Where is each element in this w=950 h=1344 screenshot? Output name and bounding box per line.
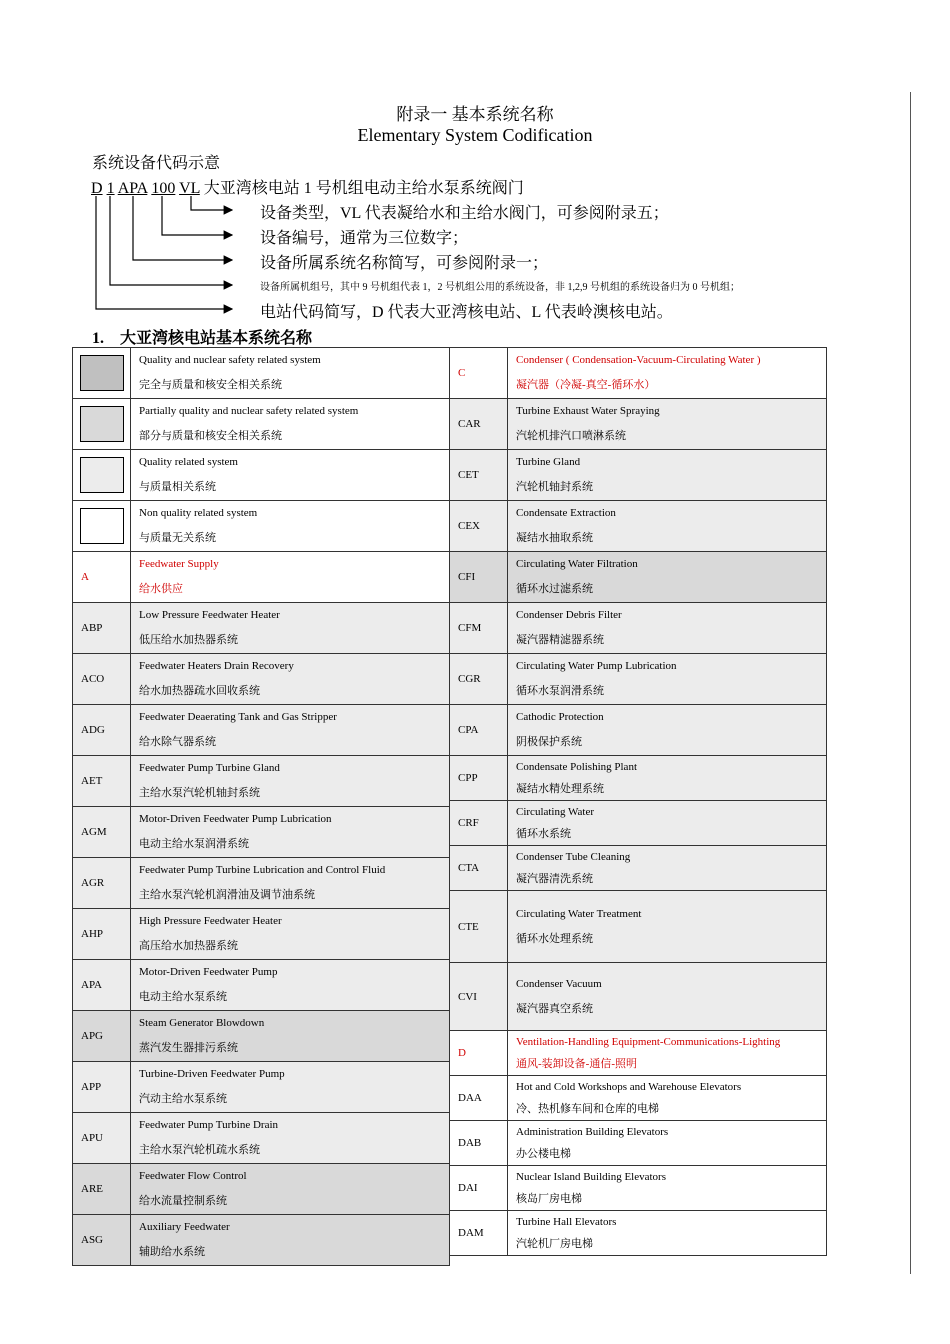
system-name-en: Condenser Vacuum	[516, 977, 602, 990]
system-name-cn: 核岛厂房电梯	[516, 1193, 582, 1205]
system-name-en: Feedwater Flow Control	[139, 1170, 247, 1182]
note-system-code: 设备所属系统名称简写，可参阅附录一；	[260, 255, 549, 272]
system-code: AGM	[73, 807, 131, 858]
system-name-cn: 阴极保护系统	[516, 736, 582, 748]
section-heading	[92, 325, 312, 348]
table-row	[73, 807, 450, 858]
system-name-cn: 给水加热器疏水回收系统	[139, 685, 260, 697]
system-name-cn: 循环水泵润滑系统	[516, 685, 604, 697]
table-row	[73, 705, 450, 756]
system-code: AHP	[73, 909, 131, 960]
table-row	[450, 1076, 827, 1121]
table-row	[450, 348, 827, 399]
system-code: DAI	[450, 1166, 508, 1211]
table-row	[73, 960, 450, 1011]
code-part-station: D	[91, 180, 103, 197]
system-name-cn: 汽轮机轴封系统	[516, 481, 593, 493]
system-code: DAA	[450, 1076, 508, 1121]
left-system-table	[72, 347, 450, 1266]
system-name-en: Condenser ( Condensation-Vacuum-Circulating Water )	[516, 354, 761, 366]
system-code: C	[450, 348, 508, 399]
legend-en: Quality and nuclear safety related system	[139, 354, 321, 366]
table-row	[450, 963, 827, 1031]
table-row	[73, 756, 450, 807]
system-name-cn: 主给水泵汽轮机疏水系统	[139, 1144, 260, 1156]
system-name-en: Auxiliary Feedwater	[139, 1221, 230, 1233]
system-code: CPP	[450, 756, 508, 801]
system-name-en: Condenser Debris Filter	[516, 609, 622, 621]
section-number: 1.	[92, 330, 104, 347]
system-name-en: Condenser Tube Cleaning	[516, 851, 631, 863]
system-name-cn: 高压给水加热器系统	[139, 940, 238, 952]
arrow-type	[191, 196, 232, 210]
legend-row	[73, 450, 450, 501]
system-code: CAR	[450, 399, 508, 450]
legend-row	[73, 348, 450, 399]
system-name-cn: 办公楼电梯	[516, 1148, 571, 1160]
table-row	[73, 1011, 450, 1062]
code-part-type: VL	[179, 180, 200, 197]
system-name-cn: 凝结水精处理系统	[516, 783, 604, 795]
table-row	[73, 1113, 450, 1164]
system-code: AET	[73, 756, 131, 807]
system-name-cn: 凝汽器（冷凝-真空-循环水）	[516, 379, 656, 391]
system-name-en: Ventilation-Handling Equipment-Communications-Lighting	[516, 1036, 781, 1048]
table-row	[73, 858, 450, 909]
system-code: CRF	[450, 801, 508, 846]
legend-swatch-partial	[80, 406, 124, 442]
system-code: A	[73, 552, 131, 603]
table-row	[450, 399, 827, 450]
table-row	[450, 891, 827, 963]
system-code: CET	[450, 450, 508, 501]
system-name-cn: 电动主给水泵润滑系统	[139, 838, 249, 850]
system-name-cn: 凝汽器真空系统	[516, 1002, 593, 1015]
table-row	[73, 909, 450, 960]
legend-swatch-full	[80, 355, 124, 391]
system-name-en: Turbine Hall Elevators	[516, 1216, 617, 1228]
section-title: 大亚湾核电站基本系统名称	[120, 330, 313, 347]
system-name-en: Steam Generator Blowdown	[139, 1017, 265, 1029]
system-code: DAM	[450, 1211, 508, 1256]
system-name-cn: 主给水泵汽轮机润滑油及调节油系统	[139, 889, 315, 901]
system-name-cn: 凝汽器清洗系统	[516, 873, 593, 885]
table-row	[450, 450, 827, 501]
arrow-station	[96, 196, 232, 309]
system-name-en: Circulating Water Filtration	[516, 558, 638, 570]
system-code: CFI	[450, 552, 508, 603]
system-name-en: Nuclear Island Building Elevators	[516, 1171, 666, 1183]
legend-en: Quality related system	[139, 456, 238, 468]
system-code: DAB	[450, 1121, 508, 1166]
legend-cn: 与质量相关系统	[139, 481, 216, 493]
system-name-en: Hot and Cold Workshops and Warehouse Elevators	[516, 1081, 742, 1093]
system-name-cn: 凝结水抽取系统	[516, 532, 593, 544]
table-row	[450, 603, 827, 654]
legend-cn: 部分与质量和核安全相关系统	[139, 430, 282, 442]
table-row	[450, 756, 827, 801]
system-name-en: Motor-Driven Feedwater Pump Lubrication	[139, 813, 332, 825]
page-title-en: Elementary System Codification	[357, 125, 593, 145]
table-row	[450, 846, 827, 891]
table-row	[450, 1211, 827, 1256]
system-name-cn: 凝汽器精滤器系统	[516, 634, 604, 646]
system-code: ABP	[73, 603, 131, 654]
table-row	[450, 801, 827, 846]
right-system-table	[449, 347, 827, 1256]
system-name-cn: 循环水处理系统	[516, 932, 593, 945]
system-name-cn: 冷、热机修车间和仓库的电梯	[516, 1103, 659, 1115]
table-row	[450, 1166, 827, 1211]
system-name-en: Feedwater Supply	[139, 558, 219, 570]
system-name-en: Feedwater Deaerating Tank and Gas Stripper	[139, 711, 337, 723]
table-row	[73, 1215, 450, 1266]
note-unit-number: 设备所属机组号，其中 9 号机组代表 1，2 号机组公用的系统设备，非 1,2,9 号机组的系统设备归为 0 号机组；	[260, 282, 740, 293]
table-row	[450, 1031, 827, 1076]
code-part-system: APA	[117, 180, 148, 197]
system-name-cn: 循环水系统	[516, 828, 571, 840]
system-name-en: Feedwater Pump Turbine Lubrication and Control Fluid	[139, 864, 386, 876]
system-code: APU	[73, 1113, 131, 1164]
system-code: ADG	[73, 705, 131, 756]
table-row	[73, 552, 450, 603]
note-equipment-number: 设备编号，通常为三位数字；	[260, 230, 469, 247]
table-row	[450, 552, 827, 603]
arrow-unit	[110, 196, 232, 285]
page-right-rule	[910, 92, 911, 1274]
system-name-en: Administration Building Elevators	[516, 1126, 669, 1138]
system-name-en: Turbine Gland	[516, 456, 581, 468]
system-name-en: Turbine Exhaust Water Spraying	[516, 405, 660, 417]
legend-swatch-quality	[80, 457, 124, 493]
system-name-en: Feedwater Heaters Drain Recovery	[139, 660, 294, 672]
table-row	[73, 1164, 450, 1215]
arrow-number	[162, 196, 232, 235]
system-name-en: Turbine-Driven Feedwater Pump	[139, 1068, 285, 1080]
system-name-en: Feedwater Pump Turbine Gland	[139, 762, 280, 774]
system-code: CFM	[450, 603, 508, 654]
system-name-en: High Pressure Feedwater Heater	[139, 915, 282, 927]
system-code: APA	[73, 960, 131, 1011]
table-row	[450, 501, 827, 552]
system-code: CPA	[450, 705, 508, 756]
system-code: CEX	[450, 501, 508, 552]
table-row	[73, 654, 450, 705]
system-name-en: Condensate Polishing Plant	[516, 761, 637, 773]
table-row	[73, 1062, 450, 1113]
system-name-cn: 汽动主给水泵系统	[139, 1093, 227, 1105]
system-name-en: Cathodic Protection	[516, 711, 604, 723]
note-station-code: 电站代码简写，D 代表大亚湾核电站、L 代表岭澳核电站。	[260, 304, 673, 321]
system-code: CTA	[450, 846, 508, 891]
code-example-description: 大亚湾核电站 1 号机组电动主给水泵系统阀门	[203, 180, 524, 197]
system-code: ACO	[73, 654, 131, 705]
code-part-number: 100	[151, 180, 176, 197]
system-code: ARE	[73, 1164, 131, 1215]
system-name-cn: 主给水泵汽轮机轴封系统	[139, 787, 260, 799]
legend-cn: 与质量无关系统	[139, 532, 216, 544]
system-name-cn: 低压给水加热器系统	[139, 634, 238, 646]
system-code: ASG	[73, 1215, 131, 1266]
system-name-en: Motor-Driven Feedwater Pump	[139, 966, 278, 978]
system-name-cn: 辅助给水系统	[139, 1246, 205, 1258]
system-name-cn: 通风-装卸设备-通信-照明	[516, 1058, 637, 1070]
table-row	[450, 654, 827, 705]
legend-swatch-none	[80, 508, 124, 544]
legend-en: Partially quality and nuclear safety related system	[139, 405, 359, 417]
system-name-cn: 汽轮机排汽口喷淋系统	[516, 430, 626, 442]
system-name-cn: 循环水过滤系统	[516, 583, 593, 595]
system-name-cn: 给水供应	[139, 583, 183, 595]
system-name-en: Low Pressure Feedwater Heater	[139, 609, 280, 621]
code-arrows-diagram	[80, 192, 260, 317]
system-code: D	[450, 1031, 508, 1076]
system-name-cn: 给水除气器系统	[139, 736, 216, 748]
code-part-unit: 1	[106, 180, 115, 197]
system-name-cn: 给水流量控制系统	[139, 1195, 227, 1207]
system-code: APP	[73, 1062, 131, 1113]
system-code: AGR	[73, 858, 131, 909]
legend-row	[73, 399, 450, 450]
table-row	[73, 603, 450, 654]
legend-row	[73, 501, 450, 552]
legend-cn: 完全与质量和核安全相关系统	[139, 379, 282, 391]
system-name-en: Circulating Water Pump Lubrication	[516, 660, 677, 672]
system-name-cn: 汽轮机厂房电梯	[516, 1238, 593, 1250]
system-name-cn: 蒸汽发生器排污系统	[139, 1042, 238, 1054]
system-name-en: Feedwater Pump Turbine Drain	[139, 1119, 279, 1131]
system-code: CTE	[450, 891, 508, 963]
page-title-cn: 附录一 基本系统名称	[396, 105, 554, 124]
system-name-en: Condensate Extraction	[516, 507, 616, 519]
system-name-en: Circulating Water	[516, 806, 595, 818]
system-code: CVI	[450, 963, 508, 1031]
system-name-cn: 电动主给水泵系统	[139, 991, 227, 1003]
note-equipment-type: 设备类型，VL 代表凝给水和主给水阀门，可参阅附录五；	[260, 205, 669, 222]
system-code: CGR	[450, 654, 508, 705]
system-name-en: Circulating Water Treatment	[516, 907, 642, 920]
legend-heading: 系统设备代码示意	[92, 155, 221, 172]
table-row	[450, 1121, 827, 1166]
legend-en: Non quality related system	[139, 507, 258, 519]
table-row	[450, 705, 827, 756]
system-code: APG	[73, 1011, 131, 1062]
arrow-system	[133, 196, 232, 260]
